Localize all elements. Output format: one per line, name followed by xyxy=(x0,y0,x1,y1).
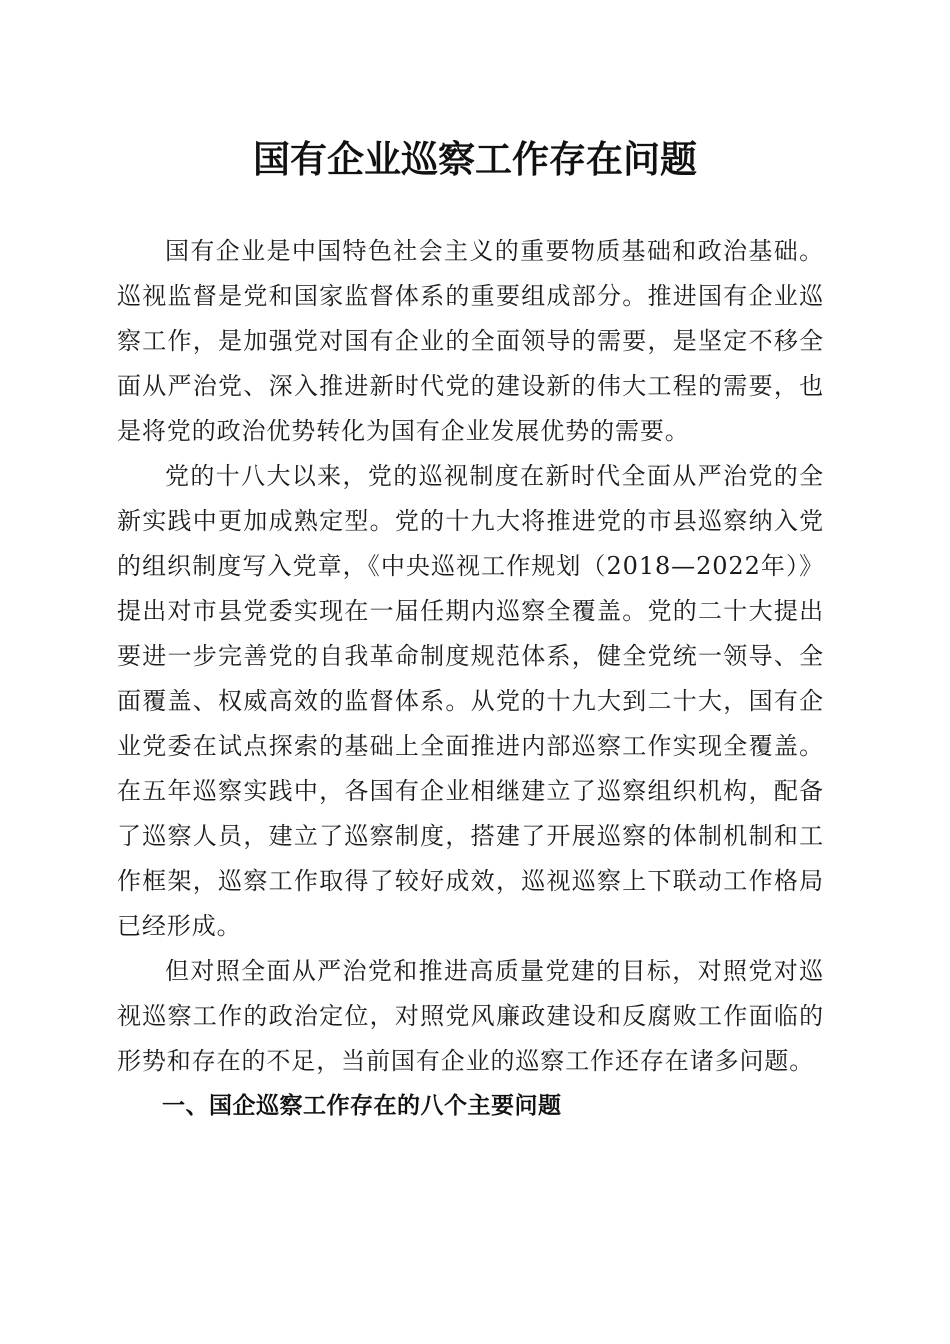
section-heading: 一、国企巡察工作存在的八个主要问题 xyxy=(162,1093,562,1119)
document-body xyxy=(117,229,824,1129)
document-title: 国有企业巡察工作存在问题 xyxy=(253,137,697,181)
paragraph-intro: 国有企业是中国特色社会主义的重要物质基础和政治基础。巡视监督是党和国家监督体系的重要组成部分。推进国有企业巡察工作，是加强党对国有企业的全面领导的需要，是坚定不移全面从严治党、深入推进新时代党的建设新的伟大工程的需要，也是将党的政治优势转化为国有企业发展优势的需要。 xyxy=(117,237,824,445)
paragraph-background: 党的十八大以来，党的巡视制度在新时代全面从严治党的全新实践中更加成熟定型。党的十九大将推进党的市县巡察纳入党的组织制度写入党章，《中央巡视工作规划（2018—2022年）》提出对市县党委实现在一届任期内巡察全覆盖。党的二十大提出要进一步完善党的自我革命制度规范体系，健全党统一领导、全面覆盖、权威高效的监督体系。从党的十九大到二十大，国有企业党委在试点探索的基础上全面推进内部巡察工作实现全覆盖。在五年巡察实践中，各国有企业相继建立了巡察组织机构，配备了巡察人员，建立了巡察制度，搭建了开展巡察的体制机制和工作框架，巡察工作取得了较好成效，巡视巡察上下联动工作格局已经形成。 xyxy=(117,462,824,940)
paragraph-problems: 但对照全面从严治党和推进高质量党建的目标，对照党对巡视巡察工作的政治定位，对照党风廉政建设和反腐败工作面临的形势和存在的不足，当前国有企业的巡察工作还存在诸多问题。 xyxy=(117,957,824,1075)
